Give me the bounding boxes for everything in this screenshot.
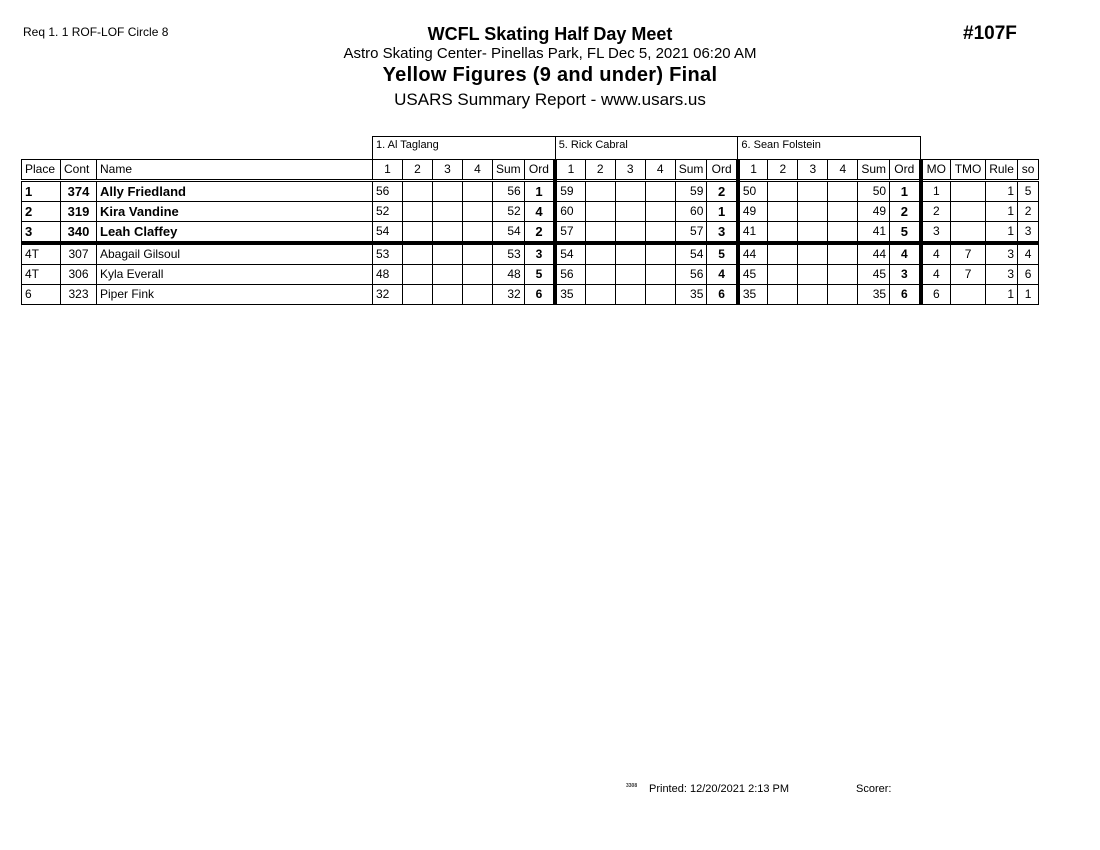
j3-score-2 xyxy=(768,285,798,305)
place-cell: 3 xyxy=(22,222,61,244)
j2-score-2 xyxy=(585,222,615,244)
j1-ord: 1 xyxy=(524,181,555,202)
j2-ord: 1 xyxy=(707,202,738,222)
j2-score-4 xyxy=(645,202,675,222)
name-cell: Kira Vandine xyxy=(97,202,373,222)
j2-score-3 xyxy=(615,222,645,244)
rule-cell: 3 xyxy=(986,243,1018,265)
j1-score-3 xyxy=(433,202,463,222)
cont-cell: 323 xyxy=(61,285,97,305)
j3-score-1: 41 xyxy=(738,222,768,244)
scorer-label: Scorer: xyxy=(856,783,892,795)
j1-score-2 xyxy=(403,181,433,202)
cont-cell: 306 xyxy=(61,265,97,285)
place-cell: 6 xyxy=(22,285,61,305)
j2-ord: 4 xyxy=(707,265,738,285)
table-row xyxy=(22,285,1039,305)
col-tmo: TMO xyxy=(951,160,986,181)
col-j2-2: 2 xyxy=(585,160,615,181)
name-cell: Ally Friedland xyxy=(97,181,373,202)
j1-sum: 52 xyxy=(493,202,525,222)
j2-score-4 xyxy=(645,243,675,265)
j1-score-3 xyxy=(433,265,463,285)
j2-score-1: 60 xyxy=(555,202,585,222)
j3-ord: 4 xyxy=(890,243,921,265)
place-cell: 4T xyxy=(22,265,61,285)
j1-score-4 xyxy=(463,243,493,265)
col-j3-3: 3 xyxy=(798,160,828,181)
j1-ord: 5 xyxy=(524,265,555,285)
so-cell: 3 xyxy=(1018,222,1039,244)
j3-sum: 44 xyxy=(858,243,890,265)
j2-score-4 xyxy=(645,181,675,202)
j3-score-4 xyxy=(828,202,858,222)
j3-sum: 50 xyxy=(858,181,890,202)
j1-score-2 xyxy=(403,285,433,305)
j3-sum: 49 xyxy=(858,202,890,222)
col-rule: Rule xyxy=(986,160,1018,181)
j3-score-4 xyxy=(828,243,858,265)
j2-score-1: 57 xyxy=(555,222,585,244)
j1-score-1: 56 xyxy=(373,181,403,202)
rule-cell: 3 xyxy=(986,265,1018,285)
j3-score-1: 35 xyxy=(738,285,768,305)
j3-score-4 xyxy=(828,222,858,244)
j3-score-1: 49 xyxy=(738,202,768,222)
col-j3-4: 4 xyxy=(828,160,858,181)
event-number: #107F xyxy=(963,23,1017,44)
j2-score-2 xyxy=(585,202,615,222)
j1-sum: 56 xyxy=(493,181,525,202)
mo-cell: 4 xyxy=(921,243,951,265)
j1-score-2 xyxy=(403,222,433,244)
col-j3-ord: Ord xyxy=(890,160,921,181)
col-so: so xyxy=(1018,160,1039,181)
mo-cell: 3 xyxy=(921,222,951,244)
j1-score-4 xyxy=(463,222,493,244)
so-cell: 4 xyxy=(1018,243,1039,265)
tmo-cell: 7 xyxy=(951,265,986,285)
j3-score-3 xyxy=(798,181,828,202)
rule-cell: 1 xyxy=(986,222,1018,244)
col-place: Place xyxy=(22,160,61,181)
col-j2-ord: Ord xyxy=(707,160,738,181)
col-j3-sum: Sum xyxy=(858,160,890,181)
col-j1-3: 3 xyxy=(433,160,463,181)
j1-score-4 xyxy=(463,265,493,285)
place-cell: 4T xyxy=(22,243,61,265)
so-cell: 6 xyxy=(1018,265,1039,285)
request-label: Req 1. 1 ROF-LOF Circle 8 xyxy=(23,25,169,39)
col-j2-1: 1 xyxy=(555,160,585,181)
printed-timestamp: Printed: 12/20/2021 2:13 PM xyxy=(649,783,790,795)
j3-score-3 xyxy=(798,243,828,265)
j3-ord: 1 xyxy=(890,181,921,202)
location-date: Astro Skating Center- Pinellas Park, FL Dec 5, 2021 06:20 AM xyxy=(343,45,757,62)
j2-score-1: 59 xyxy=(555,181,585,202)
j1-score-1: 32 xyxy=(373,285,403,305)
tmo-cell xyxy=(951,285,986,305)
name-cell: Leah Claffey xyxy=(97,222,373,244)
j2-score-3 xyxy=(615,202,645,222)
j2-ord: 3 xyxy=(707,222,738,244)
j1-score-4 xyxy=(463,285,493,305)
j1-score-2 xyxy=(403,202,433,222)
j3-score-3 xyxy=(798,285,828,305)
cont-cell: 319 xyxy=(61,202,97,222)
j2-score-4 xyxy=(645,265,675,285)
j1-score-3 xyxy=(433,285,463,305)
col-cont: Cont xyxy=(61,160,97,181)
footer-code: 3308 xyxy=(626,783,638,789)
table-row xyxy=(22,222,1039,244)
j3-sum: 45 xyxy=(858,265,890,285)
col-j3-2: 2 xyxy=(768,160,798,181)
tmo-cell: 7 xyxy=(951,243,986,265)
table-row xyxy=(22,202,1039,222)
j1-sum: 48 xyxy=(493,265,525,285)
mo-cell: 4 xyxy=(921,265,951,285)
j1-score-1: 54 xyxy=(373,222,403,244)
name-cell: Kyla Everall xyxy=(97,265,373,285)
j3-sum: 35 xyxy=(858,285,890,305)
column-header-row xyxy=(22,160,1039,181)
tmo-cell xyxy=(951,202,986,222)
mo-cell: 1 xyxy=(921,181,951,202)
j3-score-1: 44 xyxy=(738,243,768,265)
j1-score-3 xyxy=(433,243,463,265)
name-cell: Piper Fink xyxy=(97,285,373,305)
meet-title: WCFL Skating Half Day Meet xyxy=(427,24,673,44)
col-j1-ord: Ord xyxy=(524,160,555,181)
place-cell: 2 xyxy=(22,202,61,222)
j1-ord: 3 xyxy=(524,243,555,265)
j2-ord: 2 xyxy=(707,181,738,202)
j1-ord: 6 xyxy=(524,285,555,305)
judges-row xyxy=(22,137,1039,160)
col-j2-3: 3 xyxy=(615,160,645,181)
j1-sum: 32 xyxy=(493,285,525,305)
rule-cell: 1 xyxy=(986,202,1018,222)
j1-score-4 xyxy=(463,202,493,222)
table-row xyxy=(22,243,1039,265)
tmo-cell xyxy=(951,181,986,202)
j3-ord: 6 xyxy=(890,285,921,305)
so-cell: 1 xyxy=(1018,285,1039,305)
col-j1-2: 2 xyxy=(403,160,433,181)
col-name: Name xyxy=(97,160,373,181)
col-mo: MO xyxy=(921,160,951,181)
j2-score-3 xyxy=(615,265,645,285)
j2-score-2 xyxy=(585,181,615,202)
j1-score-1: 48 xyxy=(373,265,403,285)
j3-score-4 xyxy=(828,285,858,305)
mo-cell: 6 xyxy=(921,285,951,305)
j2-sum: 60 xyxy=(675,202,707,222)
j3-score-3 xyxy=(798,265,828,285)
j3-score-2 xyxy=(768,222,798,244)
col-j2-sum: Sum xyxy=(675,160,707,181)
j1-score-3 xyxy=(433,222,463,244)
j2-score-2 xyxy=(585,265,615,285)
j2-score-1: 56 xyxy=(555,265,585,285)
j3-score-1: 50 xyxy=(738,181,768,202)
table-row xyxy=(22,265,1039,285)
j3-score-2 xyxy=(768,243,798,265)
j2-sum: 57 xyxy=(675,222,707,244)
col-j1-sum: Sum xyxy=(493,160,525,181)
rule-cell: 1 xyxy=(986,285,1018,305)
j1-sum: 54 xyxy=(493,222,525,244)
j2-sum: 56 xyxy=(675,265,707,285)
so-cell: 2 xyxy=(1018,202,1039,222)
j3-score-4 xyxy=(828,265,858,285)
col-j1-1: 1 xyxy=(373,160,403,181)
j2-score-3 xyxy=(615,285,645,305)
j1-score-2 xyxy=(403,265,433,285)
j2-score-1: 35 xyxy=(555,285,585,305)
j2-score-4 xyxy=(645,222,675,244)
j2-score-2 xyxy=(585,285,615,305)
j2-score-4 xyxy=(645,285,675,305)
table-row xyxy=(22,181,1039,202)
j3-ord: 2 xyxy=(890,202,921,222)
col-j1-4: 4 xyxy=(463,160,493,181)
j3-score-3 xyxy=(798,222,828,244)
judge-1-name: 1. Al Taglang xyxy=(373,137,556,160)
j1-ord: 2 xyxy=(524,222,555,244)
j2-ord: 6 xyxy=(707,285,738,305)
name-cell: Abagail Gilsoul xyxy=(97,243,373,265)
rule-cell: 1 xyxy=(986,181,1018,202)
j3-score-2 xyxy=(768,202,798,222)
summary-table xyxy=(21,136,1039,305)
j3-sum: 41 xyxy=(858,222,890,244)
so-cell: 5 xyxy=(1018,181,1039,202)
j2-sum: 35 xyxy=(675,285,707,305)
col-j3-1: 1 xyxy=(738,160,768,181)
j2-score-1: 54 xyxy=(555,243,585,265)
tmo-cell xyxy=(951,222,986,244)
j2-score-2 xyxy=(585,243,615,265)
report-title: USARS Summary Report - www.usars.us xyxy=(394,90,706,109)
j3-score-2 xyxy=(768,181,798,202)
j3-score-4 xyxy=(828,181,858,202)
j1-score-4 xyxy=(463,181,493,202)
j1-score-1: 52 xyxy=(373,202,403,222)
cont-cell: 374 xyxy=(61,181,97,202)
j1-score-1: 53 xyxy=(373,243,403,265)
j3-ord: 3 xyxy=(890,265,921,285)
j2-sum: 54 xyxy=(675,243,707,265)
j1-score-3 xyxy=(433,181,463,202)
cont-cell: 340 xyxy=(61,222,97,244)
j3-score-2 xyxy=(768,265,798,285)
j1-score-2 xyxy=(403,243,433,265)
j2-sum: 59 xyxy=(675,181,707,202)
j1-sum: 53 xyxy=(493,243,525,265)
event-title: Yellow Figures (9 and under) Final xyxy=(382,64,718,86)
j1-ord: 4 xyxy=(524,202,555,222)
j3-ord: 5 xyxy=(890,222,921,244)
j3-score-3 xyxy=(798,202,828,222)
j2-score-3 xyxy=(615,181,645,202)
cont-cell: 307 xyxy=(61,243,97,265)
col-j2-4: 4 xyxy=(645,160,675,181)
judge-2-name: 5. Rick Cabral xyxy=(555,137,738,160)
mo-cell: 2 xyxy=(921,202,951,222)
j3-score-1: 45 xyxy=(738,265,768,285)
j2-ord: 5 xyxy=(707,243,738,265)
judge-3-name: 6. Sean Folstein xyxy=(738,137,921,160)
j2-score-3 xyxy=(615,243,645,265)
place-cell: 1 xyxy=(22,181,61,202)
